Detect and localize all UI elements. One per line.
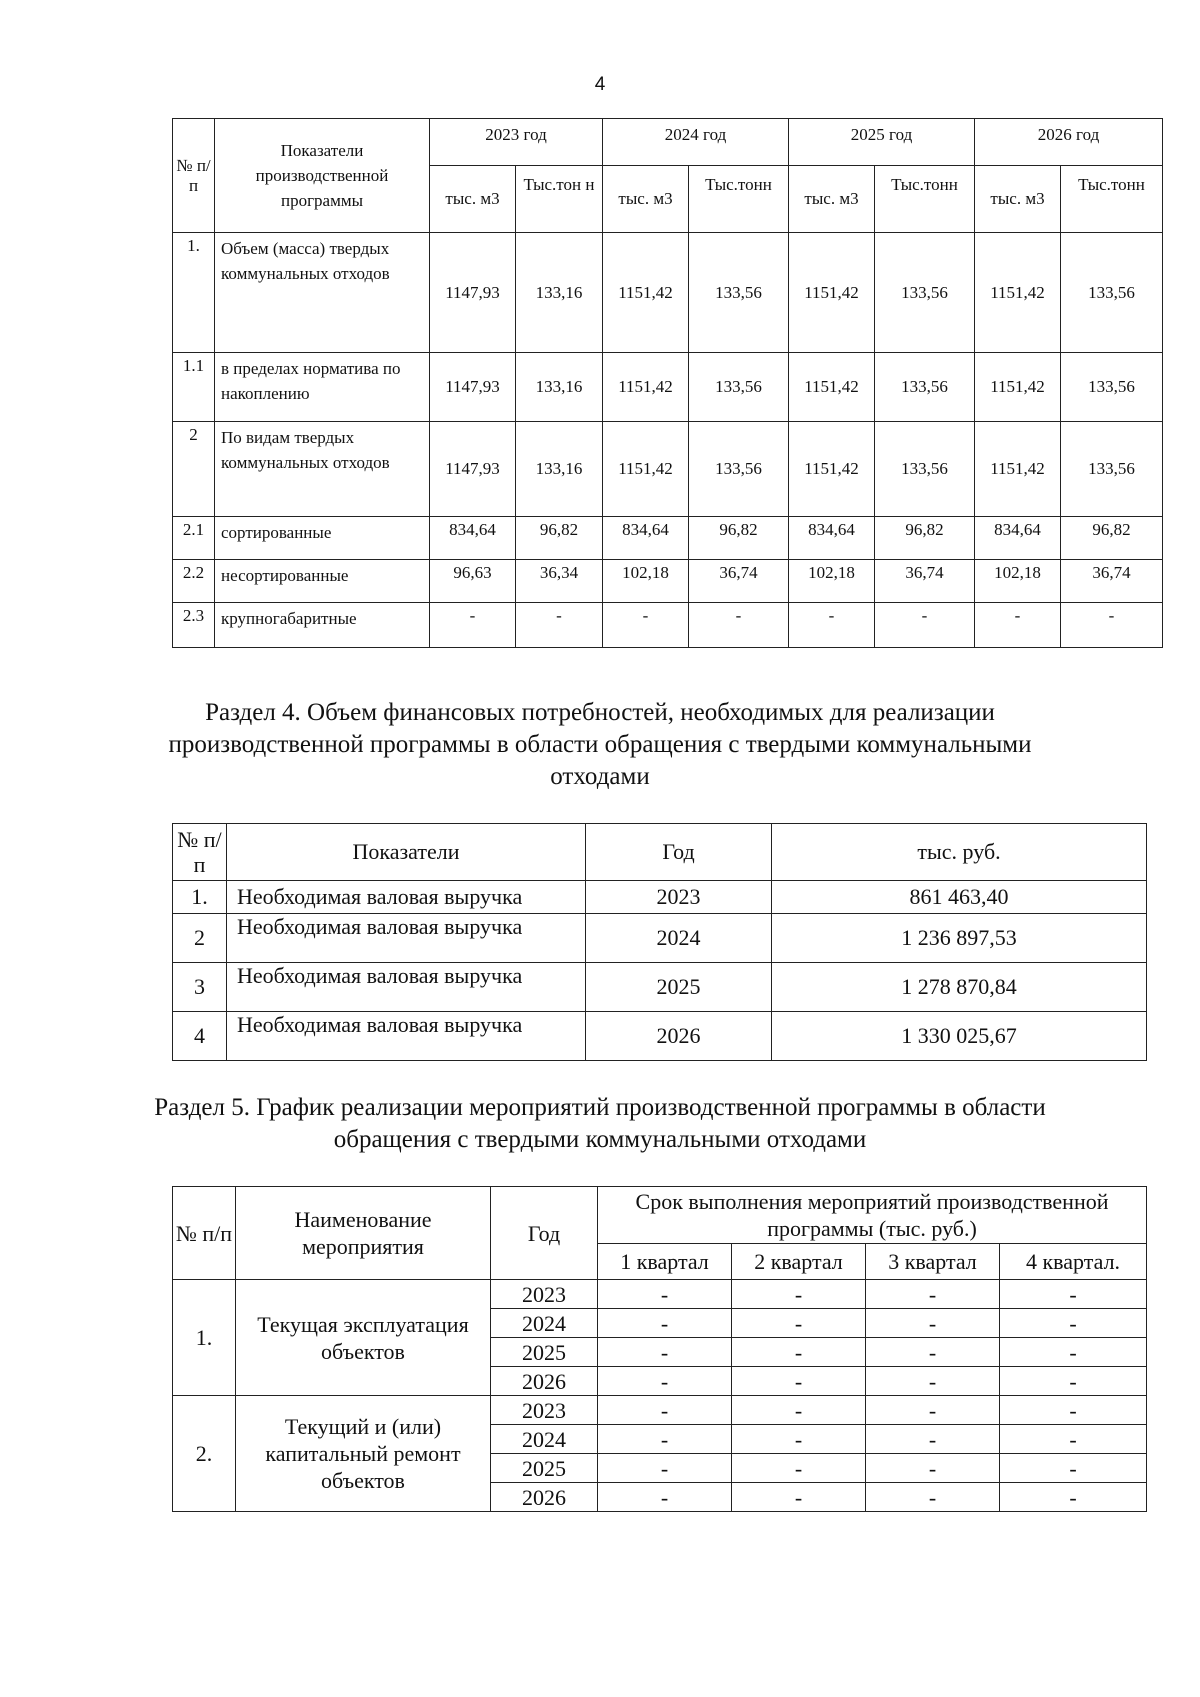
group-name: Текущая эксплуатация объектов — [236, 1280, 491, 1396]
cell-value: 1151,42 — [603, 422, 689, 517]
cell-dash: - — [732, 1454, 866, 1483]
cell-value: 834,64 — [975, 517, 1061, 560]
table-row — [173, 560, 1163, 603]
cell-dash: - — [598, 1280, 732, 1309]
col-header-year: Год — [586, 824, 772, 881]
cell-dash: - — [598, 1425, 732, 1454]
col-header-quarter-4: 4 квартал. — [1000, 1244, 1147, 1280]
row-label: Необходимая валовая выручка — [227, 914, 586, 963]
col-header-num: № п/п — [173, 824, 227, 881]
cell-value: 834,64 — [430, 517, 516, 560]
cell-value: - — [430, 603, 516, 648]
cell-value: 133,16 — [516, 233, 603, 353]
unit-tonn: Тыс.тонн — [689, 166, 789, 233]
row-label: По видам твердых коммунальных отходов — [215, 422, 430, 517]
table-row — [173, 1012, 1147, 1061]
cell-value: 133,56 — [1061, 353, 1163, 422]
cell-value: 133,16 — [516, 353, 603, 422]
cell-value: 133,56 — [875, 422, 975, 517]
cell-dash: - — [1000, 1280, 1147, 1309]
table-row — [173, 914, 1147, 963]
cell-value: 1147,93 — [430, 353, 516, 422]
unit-m3: тыс. м3 — [975, 166, 1061, 233]
col-header-indicators: Показатели — [227, 824, 586, 881]
row-label: Необходимая валовая выручка — [227, 1012, 586, 1061]
table-row — [173, 963, 1147, 1012]
row-label: несортированные — [215, 560, 430, 603]
col-header-quarter-1: 1 квартал — [598, 1244, 732, 1280]
col-header-year-2025: 2025 год — [789, 119, 975, 166]
cell-value: 1151,42 — [789, 422, 875, 517]
row-num: 1. — [173, 233, 215, 353]
col-header-indicators: Показатели производственной программы — [215, 119, 430, 233]
cell-value: - — [603, 603, 689, 648]
cell-value: 133,56 — [689, 233, 789, 353]
cell-value: 1151,42 — [975, 353, 1061, 422]
table-row — [173, 881, 1147, 914]
cell-value: 133,16 — [516, 422, 603, 517]
group-num: 1. — [173, 1280, 236, 1396]
col-header-num: № п/п — [173, 1187, 236, 1280]
cell-value: 36,74 — [875, 560, 975, 603]
group-num: 2. — [173, 1396, 236, 1512]
schedule-table — [172, 1186, 1147, 1512]
row-label: в пределах норматива по накоплению — [215, 353, 430, 422]
cell-dash: - — [598, 1367, 732, 1396]
row-year: 2024 — [491, 1425, 598, 1454]
row-label: крупногабаритные — [215, 603, 430, 648]
row-year: 2026 — [491, 1367, 598, 1396]
cell-dash: - — [866, 1454, 1000, 1483]
cell-dash: - — [598, 1338, 732, 1367]
cell-value: - — [789, 603, 875, 648]
cell-value: - — [975, 603, 1061, 648]
col-header-year-2023: 2023 год — [430, 119, 603, 166]
cell-dash: - — [732, 1338, 866, 1367]
cell-dash: - — [598, 1396, 732, 1425]
row-amount: 861 463,40 — [772, 881, 1147, 914]
table-row — [173, 353, 1163, 422]
cell-dash: - — [1000, 1367, 1147, 1396]
col-header-num: № п/п — [173, 119, 215, 233]
row-year: 2024 — [491, 1309, 598, 1338]
cell-value: 1151,42 — [975, 422, 1061, 517]
cell-value: - — [875, 603, 975, 648]
cell-value: 102,18 — [789, 560, 875, 603]
row-year: 2025 — [491, 1454, 598, 1483]
cell-dash: - — [598, 1454, 732, 1483]
row-num: 2 — [173, 422, 215, 517]
row-num: 4 — [173, 1012, 227, 1061]
row-label: Необходимая валовая выручка — [227, 963, 586, 1012]
cell-dash: - — [866, 1483, 1000, 1512]
row-label: Объем (масса) твердых коммунальных отходов — [215, 233, 430, 353]
cell-value: 1147,93 — [430, 422, 516, 517]
cell-dash: - — [866, 1309, 1000, 1338]
cell-value: 96,82 — [875, 517, 975, 560]
production-program-table — [172, 118, 1163, 648]
cell-dash: - — [732, 1483, 866, 1512]
table-row — [173, 517, 1163, 560]
row-year: 2023 — [586, 881, 772, 914]
cell-value: 1151,42 — [603, 233, 689, 353]
cell-dash: - — [732, 1396, 866, 1425]
unit-m3: тыс. м3 — [430, 166, 516, 233]
cell-value: 1151,42 — [603, 353, 689, 422]
cell-dash: - — [732, 1309, 866, 1338]
row-year: 2025 — [586, 963, 772, 1012]
unit-m3: тыс. м3 — [789, 166, 875, 233]
row-num: 2 — [173, 914, 227, 963]
cell-dash: - — [598, 1483, 732, 1512]
cell-dash: - — [866, 1425, 1000, 1454]
cell-dash: - — [1000, 1396, 1147, 1425]
unit-tonn: Тыс.тонн — [875, 166, 975, 233]
cell-value: 1151,42 — [975, 233, 1061, 353]
row-year: 2025 — [491, 1338, 598, 1367]
page-number: 4 — [594, 74, 606, 95]
row-amount: 1 236 897,53 — [772, 914, 1147, 963]
section4-title-text: Раздел 4. Объем финансовых потребностей, необходимых для реализации производственной программы в области обращения с твердыми коммунальными отходами — [168, 699, 1032, 790]
row-num: 2.1 — [173, 517, 215, 560]
col-header-term: Срок выполнения мероприятий производственной программы (тыс. руб.) — [598, 1187, 1147, 1244]
unit-m3: тыс. м3 — [603, 166, 689, 233]
row-num: 1. — [173, 881, 227, 914]
financial-needs-table — [172, 823, 1147, 1061]
section4-title — [0, 697, 1200, 793]
cell-dash: - — [866, 1338, 1000, 1367]
cell-value: 834,64 — [603, 517, 689, 560]
cell-value: - — [1061, 603, 1163, 648]
cell-dash: - — [866, 1396, 1000, 1425]
cell-value: 36,74 — [689, 560, 789, 603]
section5-title — [0, 1092, 1200, 1156]
cell-value: - — [689, 603, 789, 648]
cell-dash: - — [732, 1425, 866, 1454]
cell-value: 96,63 — [430, 560, 516, 603]
cell-value: 96,82 — [1061, 517, 1163, 560]
table-row — [173, 233, 1163, 353]
cell-dash: - — [1000, 1309, 1147, 1338]
row-year: 2026 — [586, 1012, 772, 1061]
cell-dash: - — [732, 1280, 866, 1309]
cell-value: 133,56 — [875, 353, 975, 422]
cell-value: 1147,93 — [430, 233, 516, 353]
row-num: 2.2 — [173, 560, 215, 603]
row-amount: 1 278 870,84 — [772, 963, 1147, 1012]
cell-value: 133,56 — [1061, 233, 1163, 353]
row-num: 2.3 — [173, 603, 215, 648]
section5-title-text: Раздел 5. График реализации мероприятий производственной программы в области обращения с твердыми коммунальными отходами — [154, 1094, 1046, 1153]
cell-value: 133,56 — [875, 233, 975, 353]
col-header-year-2026: 2026 год — [975, 119, 1163, 166]
cell-value: 96,82 — [689, 517, 789, 560]
col-header-year-2024: 2024 год — [603, 119, 789, 166]
cell-value: 36,34 — [516, 560, 603, 603]
cell-value: 36,74 — [1061, 560, 1163, 603]
row-num: 3 — [173, 963, 227, 1012]
cell-value: 834,64 — [789, 517, 875, 560]
cell-value: 102,18 — [975, 560, 1061, 603]
cell-value: 1151,42 — [789, 353, 875, 422]
group-name: Текущий и (или) капитальный ремонт объектов — [236, 1396, 491, 1512]
table-row — [173, 422, 1163, 517]
row-label: Необходимая валовая выручка — [227, 881, 586, 914]
cell-value: 133,56 — [1061, 422, 1163, 517]
col-header-quarter-3: 3 квартал — [866, 1244, 1000, 1280]
row-num: 1.1 — [173, 353, 215, 422]
row-year: 2026 — [491, 1483, 598, 1512]
col-header-year: Год — [491, 1187, 598, 1280]
col-header-name: Наименование мероприятия — [236, 1187, 491, 1280]
col-header-quarter-2: 2 квартал — [732, 1244, 866, 1280]
cell-dash: - — [732, 1367, 866, 1396]
row-year: 2024 — [586, 914, 772, 963]
cell-dash: - — [598, 1309, 732, 1338]
cell-dash: - — [1000, 1425, 1147, 1454]
cell-value: 96,82 — [516, 517, 603, 560]
table-row — [173, 1396, 1147, 1425]
cell-value: 1151,42 — [789, 233, 875, 353]
table-row — [173, 603, 1163, 648]
cell-value: 133,56 — [689, 353, 789, 422]
cell-dash: - — [866, 1367, 1000, 1396]
cell-value: 133,56 — [689, 422, 789, 517]
cell-dash: - — [1000, 1483, 1147, 1512]
row-year: 2023 — [491, 1280, 598, 1309]
unit-tonn: Тыс.тонн — [1061, 166, 1163, 233]
row-amount: 1 330 025,67 — [772, 1012, 1147, 1061]
row-year: 2023 — [491, 1396, 598, 1425]
cell-value: 102,18 — [603, 560, 689, 603]
table-row — [173, 1280, 1147, 1309]
col-header-amount: тыс. руб. — [772, 824, 1147, 881]
cell-dash: - — [866, 1280, 1000, 1309]
cell-value: - — [516, 603, 603, 648]
cell-dash: - — [1000, 1454, 1147, 1483]
unit-tonn: Тыс.тон н — [516, 166, 603, 233]
row-label: сортированные — [215, 517, 430, 560]
cell-dash: - — [1000, 1338, 1147, 1367]
